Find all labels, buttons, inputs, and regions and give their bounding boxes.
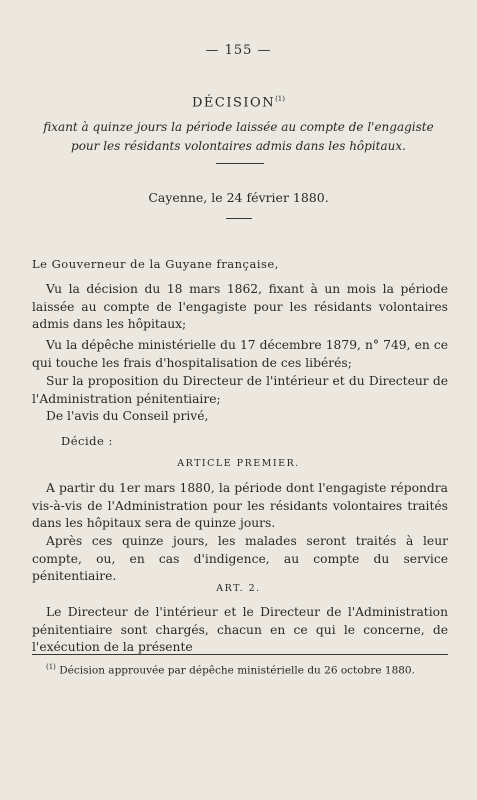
issuer-text: Le Gouverneur de la Guyane française,: [32, 257, 279, 271]
dateline-divider: [226, 218, 252, 219]
paragraph-4: De l'avis du Conseil privé,: [46, 409, 209, 423]
footnote: [46, 663, 446, 677]
decide-line: [61, 433, 361, 451]
article-1-heading: ARTICLE PREMIER.: [177, 458, 300, 469]
footnote-text: Décision approuvée par dépêche ministérielle du 26 octobre 1880.: [59, 664, 415, 677]
paragraph-5: A partir du 1er mars 1880, la période dont l'engagiste répondra vis-à-vis de l'Administration pour les résidants volontaires traités dans les hôpitaux sera de quinze jours.: [32, 481, 448, 530]
page-number: — 155 —: [205, 43, 272, 58]
issuer-line: [32, 256, 448, 274]
document-title: [0, 95, 477, 110]
paragraph-1: Vu la décision du 18 mars 1862, fixant à un mois la période laissée au compte de l'engagiste pour les résidants volontaires admis dans les hôpitaux;: [32, 282, 448, 331]
title-footnote-marker: (1): [275, 95, 285, 103]
dateline: Cayenne, le 24 février 1880.: [148, 190, 329, 205]
article-2-heading: ART. 2.: [216, 583, 261, 594]
paragraph-7: Le Directeur de l'intérieur et le Directeur de l'Administration pénitentiaire sont chargés, chacun en ce qui le concerne, de l'exécution de la présente: [32, 605, 448, 654]
paragraph-6: Après ces quinze jours, les malades seront traités à leur compte, ou, en cas d'indigence, au compte du service pénitentiaire.: [32, 534, 448, 583]
title-divider: [216, 163, 264, 164]
footnote-marker: (1): [46, 663, 56, 671]
paragraph-2: Vu la dépêche ministérielle du 17 décembre 1879, n° 749, en ce qui touche les frais d'hospitalisation de ces libérés;: [32, 338, 448, 370]
document-subtitle: fixant à quinze jours la période laissée au compte de l'engagiste pour les résidants volontaires admis dans les hôpitaux.: [43, 120, 434, 153]
title-text: DÉCISION: [192, 95, 276, 111]
paragraph-3: Sur la proposition du Directeur de l'intérieur et du Directeur de l'Administration pénitentiaire;: [32, 374, 448, 406]
footnote-divider: [32, 654, 448, 655]
decide-text: Décide :: [61, 434, 113, 448]
